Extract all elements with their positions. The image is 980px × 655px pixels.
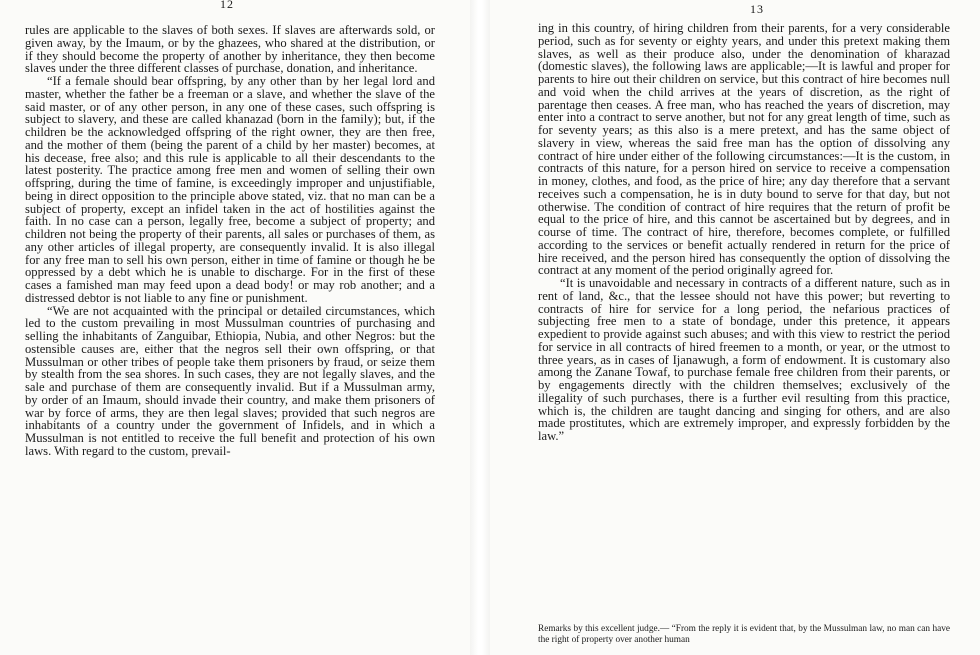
- footnote-text: “From the reply it is evident that, by the Mussulman law, no man can have the right of property over another human: [538, 624, 950, 645]
- right-page-body: [538, 22, 950, 443]
- paragraph: “If a female should bear offspring, by any other than by her legal lord and master, whether the father be a freeman or a slave, and whether the slave of the said master, or of any other person, in any one of these cases, such offspring is subject to slavery, and these are called khanazad (born in the family); but, if the children be the acknowledged offspring of the right owner, they are then free, and the mother of them (being the parent of a child by her master) becomes, at his decease, free also; and this rule is applicable to all their descendants to the latest posterity. The practice among free men and women of selling their own offspring, during the time of famine, is exceedingly improper and unjustifiable, being in direct opposition to the principle above stated, viz. that no man can be a subject of property, except an infidel taken in the act of hostilities against the faith. In no case can a person, legally free, become a subject of property; and children not being the property of their parents, all sales or purchases of them, as any other articles of illegal property, are consequently invalid. It is also illegal for any free man to sell his own person, either in time of famine or though he be oppressed by a debt which he is unable to discharge. For in the first of these cases a famished man may feed upon a dead body! or may rob another; and a distressed debtor is not liable to any fine or punishment.: [25, 74, 435, 305]
- paragraph: ing in this country, of hiring children from their parents, for a very considerable period, such as for seventy or eighty years, and under this pretext making them slaves, as well as their produce also, under the denomination of kharazad (domestic slaves), the following laws are applicable;—It is lawful and proper for parents to hire out their children on service, but this contract of hire becomes null and void when the child arrives at the years of discretion, as the right of parentage then ceases. A free man, who has reached the years of discretion, may enter into a contract to serve another, but not for any great length of time, such as for seventy years; as this also is a mere pretext, and has the same object of slavery in view, whereas the said free man has the option of dissolving any contract of hire under either of the following circumstances:—It is the custom, in contracts of this nature, for a person hired on service to receive a compensation in money, clothes, and food, as the price of hire; any day therefore that a servant receives such a compensation, he is in duty bound to serve for that day, but not otherwise. The condition of contract of hire requires that the return of profit be equal to the price of hire, and this cannot be ascertained but by degrees, and in course of time. The contract of hire, therefore, becomes complete, or fulfilled according to the services or benefit actually rendered in return for the price of hire received, and the person hired has consequently the option of dissolving the contract at any moment of the period originally agreed for.: [538, 21, 950, 278]
- footnote: [538, 624, 950, 646]
- left-page: [0, 0, 470, 655]
- left-page-body: [25, 24, 435, 458]
- book-gutter: [470, 0, 490, 655]
- page-number: 13: [750, 2, 764, 16]
- right-page: [490, 0, 980, 655]
- paragraph: “It is unavoidable and necessary in contracts of a different nature, such as in rent of land, &c., that the lessee should not have this power; but reverting to contracts of hire for service for a long period, the nefarious practices of subjecting free men to a state of bondage, under this pretence, it appears expedient to provide against such abuses; and with this view to restrict the period for service in all contracts of hired freemen to a month, or year, or the utmost to three years, as in cases of Ijanawugh, a form of endowment. It is customary also among the Zanane Towaf, to purchase female free children from their parents, or by engagements directly with the children themselves; exclusively of the illegality of such purchases, there is a further evil resulting from this practice, which is, the children are taught dancing and singing for others, and are also made prostitutes, which are extremely improper, and expressly forbidden by the law.”: [538, 276, 950, 443]
- paragraph: “We are not acquainted with the principal or detailed circumstances, which led to the custom prevailing in most Mussulman countries of purchasing and selling the inhabitants of Zanguibar, Ethiopia, Nubia, and other Negros: but the ostensible causes are, either that the negros sell their own offspring, or that Mussulman or other tribes of people take them prisoners by fraud, or seize them by stealth from the sea shores. In such cases, they are not legally slaves, and the sale and purchase of them are consequently invalid. But if a Mussulman army, by order of an Imaum, should invade their country, and make them prisoners of war by force of arms, they are then legal slaves; provided that such negros are inhabitants of a country under the government of Infidels, and in which a Mussulman is not entitled to receive the full benefit and protection of his own laws. With regard to the custom, prevail-: [25, 303, 435, 458]
- footnote-lead: Remarks by this excellent judge.—: [538, 624, 670, 634]
- paragraph: rules are applicable to the slaves of both sexes. If slaves are afterwards sold, or given away, by the Imaum, or by the ghazees, who shared at the distribution, or if they should become the property of another by inheritance, they then become slaves under the three different classes of purchase, donation, and inheritance.: [25, 23, 435, 76]
- page-number: 12: [220, 0, 234, 11]
